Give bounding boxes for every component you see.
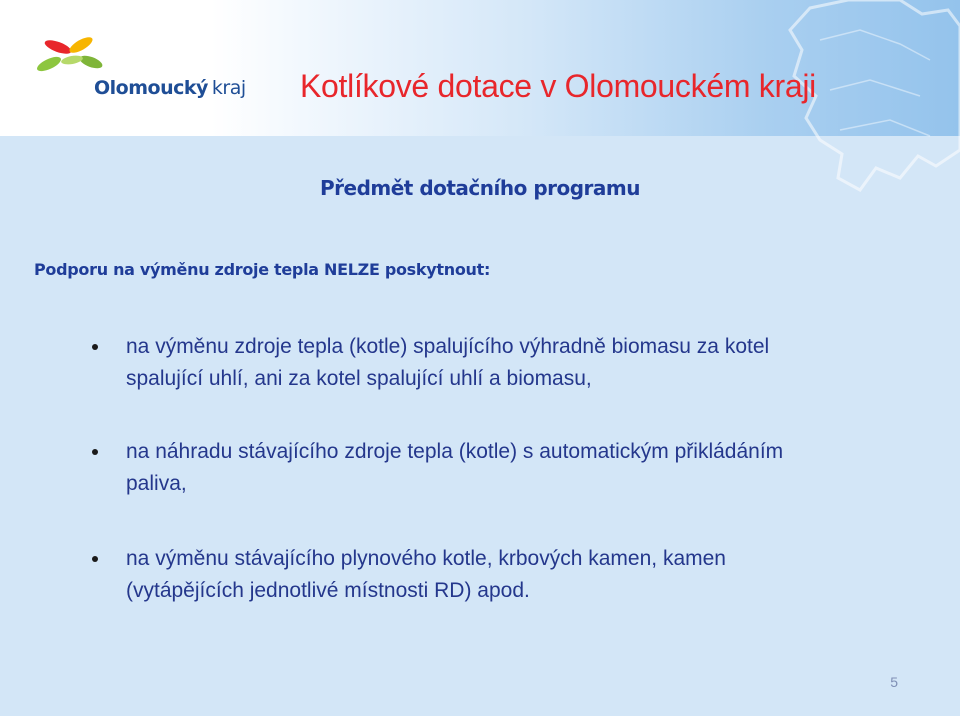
list-item-line-2: spalující uhlí, ani za kotel spalující uhlí a biomasu, [126,367,592,390]
page-number: 5 [890,674,898,690]
logo-brand: Olomoucký [94,77,208,99]
list-item [126,436,916,500]
intro-statement: Podporu na výměnu zdroje tepla NELZE poskytnout: [34,260,491,279]
bullet-icon [92,449,98,455]
slide-title: Kotlíkové dotace v Olomouckém kraji [300,68,816,104]
list-item-line-1: na výměnu zdroje tepla (kotle) spalujícího výhradně biomasu za kotel [126,335,770,358]
list-item-line-2: (vytápějících jednotlivé místnosti RD) apod. [126,579,530,602]
logo-suffix: kraj [211,77,246,99]
flower-logo-icon [36,34,106,80]
bullet-icon [92,344,98,350]
list-item-line-1: na výměnu stávajícího plynového kotle, krbových kamen, kamen [126,547,726,570]
bullet-icon [92,556,98,562]
olomoucky-kraj-logo [36,34,276,106]
list-item-line-1: na náhradu stávajícího zdroje tepla (kotle) s automatickým přikládáním [126,440,784,463]
section-heading: Předmět dotačního programu [319,176,640,200]
list-item [126,543,916,607]
logo-wordmark [94,77,246,99]
header-banner [0,0,960,136]
list-item [126,331,916,395]
list-item-line-2: paliva, [126,472,187,495]
